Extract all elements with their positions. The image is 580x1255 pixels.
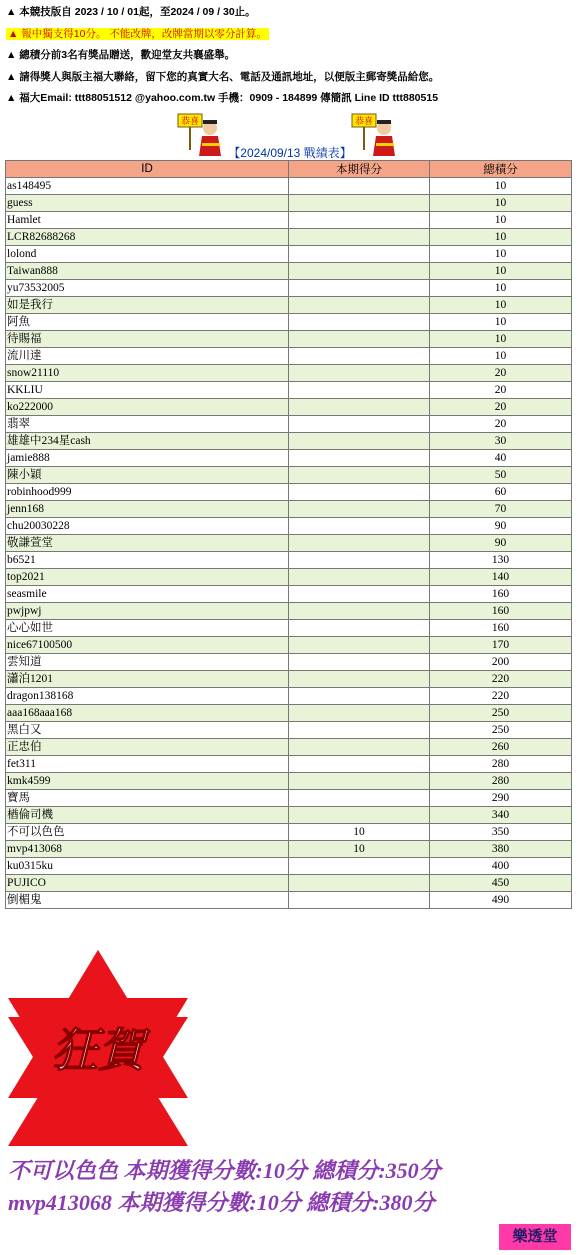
table-row [6, 416, 572, 433]
table-row [6, 892, 572, 909]
cell-id: 心心如世 [6, 620, 289, 637]
cell-total-score: 260 [430, 739, 572, 756]
column-header-total-score: 總積分 [430, 161, 572, 178]
cell-total-score: 450 [430, 875, 572, 892]
cell-id: snow21110 [6, 365, 289, 382]
table-row [6, 569, 572, 586]
cell-total-score: 10 [430, 229, 572, 246]
cell-total-score: 90 [430, 518, 572, 535]
table-row [6, 501, 572, 518]
cell-id: 翡翠 [6, 416, 289, 433]
cell-id: 流川達 [6, 348, 289, 365]
cell-id: 阿魚 [6, 314, 289, 331]
cell-id: ku0315ku [6, 858, 289, 875]
table-row [6, 433, 572, 450]
table-header-row [6, 161, 572, 178]
cell-period-score [289, 212, 430, 229]
cell-total-score: 90 [430, 535, 572, 552]
cell-total-score: 290 [430, 790, 572, 807]
cell-period-score [289, 178, 430, 195]
cell-total-score: 20 [430, 416, 572, 433]
cell-period-score [289, 586, 430, 603]
table-row [6, 246, 572, 263]
table-row [6, 331, 572, 348]
cell-period-score [289, 280, 430, 297]
congrats-line: mvp413068 本期獲得分數:10分 總積分:380分 [8, 1190, 435, 1215]
cell-total-score: 20 [430, 399, 572, 416]
cell-total-score: 160 [430, 620, 572, 637]
score-table [5, 160, 572, 909]
table-row [6, 586, 572, 603]
cell-period-score [289, 365, 430, 382]
cell-total-score: 380 [430, 841, 572, 858]
cell-period-score [289, 739, 430, 756]
cell-period-score [289, 382, 430, 399]
cell-id: fet311 [6, 756, 289, 773]
cell-period-score [289, 348, 430, 365]
cell-period-score [289, 858, 430, 875]
cell-total-score: 10 [430, 195, 572, 212]
cell-total-score: 10 [430, 348, 572, 365]
table-row [6, 603, 572, 620]
column-header-id: ID [6, 161, 289, 178]
column-header-period-score: 本期得分 [289, 161, 430, 178]
cell-id: aaa168aaa168 [6, 705, 289, 722]
cell-period-score [289, 790, 430, 807]
cell-id: kmk4599 [6, 773, 289, 790]
cell-total-score: 340 [430, 807, 572, 824]
cell-period-score [289, 552, 430, 569]
congrats-messages [8, 1155, 573, 1219]
cell-id: 寶馬 [6, 790, 289, 807]
cell-total-score: 350 [430, 824, 572, 841]
cell-period-score [289, 416, 430, 433]
cell-period-score [289, 501, 430, 518]
cell-total-score: 10 [430, 297, 572, 314]
cell-id: lolond [6, 246, 289, 263]
table-row [6, 807, 572, 824]
title-banner [0, 110, 580, 160]
cell-period-score [289, 637, 430, 654]
congrats-line: 不可以色色 本期獲得分數:10分 總積分:350分 [8, 1158, 441, 1183]
table-row [6, 620, 572, 637]
cell-period-score: 10 [289, 841, 430, 858]
cell-id: Taiwan888 [6, 263, 289, 280]
page-title: 【2024/09/13 戰績表】 [228, 146, 352, 160]
note-period: ▲ 本競技版自 2023 / 10 / 01起，至2024 / 09 / 30止。 [6, 6, 256, 18]
cell-total-score: 400 [430, 858, 572, 875]
cell-period-score [289, 620, 430, 637]
cell-period-score [289, 433, 430, 450]
table-row [6, 229, 572, 246]
table-row [6, 756, 572, 773]
cell-total-score: 10 [430, 331, 572, 348]
congrats-star-image [5, 948, 191, 1148]
cell-period-score [289, 603, 430, 620]
table-row [6, 637, 572, 654]
cell-period-score [289, 671, 430, 688]
table-row [6, 858, 572, 875]
table-row [6, 824, 572, 841]
cell-id: LCR82688268 [6, 229, 289, 246]
cell-period-score [289, 314, 430, 331]
cell-total-score: 10 [430, 314, 572, 331]
table-row [6, 365, 572, 382]
cell-total-score: 490 [430, 892, 572, 909]
cell-id: 黑白又 [6, 722, 289, 739]
cell-period-score [289, 535, 430, 552]
cell-period-score: 10 [289, 824, 430, 841]
mascot-sign-text: 恭喜 [180, 117, 200, 127]
cell-total-score: 160 [430, 586, 572, 603]
cell-id: nice67100500 [6, 637, 289, 654]
cell-id: b6521 [6, 552, 289, 569]
cell-id: as148495 [6, 178, 289, 195]
cell-total-score: 200 [430, 654, 572, 671]
svg-text:恭喜: 恭喜 [354, 117, 374, 127]
cell-total-score: 250 [430, 722, 572, 739]
cell-period-score [289, 892, 430, 909]
cell-id: 敬謙萱堂 [6, 535, 289, 552]
cell-id: top2021 [6, 569, 289, 586]
cell-period-score [289, 246, 430, 263]
cell-total-score: 280 [430, 756, 572, 773]
table-row [6, 178, 572, 195]
table-row [6, 314, 572, 331]
star-text: 狂賀 [52, 1023, 144, 1077]
cell-total-score: 70 [430, 501, 572, 518]
table-row [6, 280, 572, 297]
cell-total-score: 20 [430, 365, 572, 382]
table-row [6, 484, 572, 501]
cell-period-score [289, 569, 430, 586]
cell-total-score: 250 [430, 705, 572, 722]
table-row [6, 535, 572, 552]
cell-total-score: 130 [430, 552, 572, 569]
table-row [6, 722, 572, 739]
cell-id: 雄雄中234星cash [6, 433, 289, 450]
cell-id: pwjpwj [6, 603, 289, 620]
cell-period-score [289, 654, 430, 671]
cell-id: 陳小穎 [6, 467, 289, 484]
cell-id: 不可以色色 [6, 824, 289, 841]
cell-total-score: 30 [430, 433, 572, 450]
cell-period-score [289, 297, 430, 314]
cell-total-score: 140 [430, 569, 572, 586]
cell-total-score: 160 [430, 603, 572, 620]
table-row [6, 841, 572, 858]
cell-id: 如是我行 [6, 297, 289, 314]
cell-id: 正忠伯 [6, 739, 289, 756]
cell-period-score [289, 263, 430, 280]
cell-total-score: 10 [430, 246, 572, 263]
table-row [6, 297, 572, 314]
cell-period-score [289, 450, 430, 467]
table-row [6, 688, 572, 705]
cell-total-score: 10 [430, 178, 572, 195]
cell-period-score [289, 467, 430, 484]
cell-total-score: 10 [430, 263, 572, 280]
table-row [6, 518, 572, 535]
table-row [6, 212, 572, 229]
cell-period-score [289, 773, 430, 790]
table-row [6, 671, 572, 688]
note-contact-info: ▲ 福大Email: ttt88051512 @yahoo.com.tw 手機：0909 - 184899 傳簡訊 Line ID ttt880515 [6, 92, 439, 104]
table-row [6, 705, 572, 722]
table-row [6, 263, 572, 280]
note-contact-request: ▲ 請得獎人與版主福大聯絡，留下您的真實大名、電話及通訊地址，以便版主郵寄獎品給您。 [6, 70, 440, 83]
cell-period-score [289, 807, 430, 824]
cell-id: 雲知道 [6, 654, 289, 671]
cell-period-score [289, 705, 430, 722]
cell-id: seasmile [6, 586, 289, 603]
table-row [6, 195, 572, 212]
cell-period-score [289, 229, 430, 246]
table-row [6, 348, 572, 365]
cell-id: robinhood999 [6, 484, 289, 501]
cell-id: dragon138168 [6, 688, 289, 705]
cell-total-score: 20 [430, 382, 572, 399]
cell-id: Hamlet [6, 212, 289, 229]
cell-total-score: 220 [430, 671, 572, 688]
cell-id: ko222000 [6, 399, 289, 416]
cell-id: 倒楣鬼 [6, 892, 289, 909]
cell-id: 待賜福 [6, 331, 289, 348]
cell-id: mvp413068 [6, 841, 289, 858]
cell-total-score: 220 [430, 688, 572, 705]
cell-total-score: 10 [430, 280, 572, 297]
cell-id: 瀟泊1201 [6, 671, 289, 688]
table-row [6, 467, 572, 484]
cell-id: jamie888 [6, 450, 289, 467]
cell-period-score [289, 875, 430, 892]
cell-period-score [289, 484, 430, 501]
table-row [6, 790, 572, 807]
table-row [6, 654, 572, 671]
cell-period-score [289, 688, 430, 705]
note-prizes: ▲ 總積分前3名有獎品贈送，歡迎堂友共襄盛舉。 [6, 49, 236, 61]
table-row [6, 773, 572, 790]
cell-period-score [289, 518, 430, 535]
cell-period-score [289, 399, 430, 416]
table-row [6, 382, 572, 399]
cell-period-score [289, 722, 430, 739]
cell-total-score: 10 [430, 212, 572, 229]
table-row [6, 875, 572, 892]
cell-total-score: 50 [430, 467, 572, 484]
cell-period-score [289, 195, 430, 212]
cell-total-score: 280 [430, 773, 572, 790]
cell-id: PUJICO [6, 875, 289, 892]
cell-id: jenn168 [6, 501, 289, 518]
cell-id: guess [6, 195, 289, 212]
cell-id: 楢倫司機 [6, 807, 289, 824]
note-scoring: ▲ 報中獨支得10分。 不能改牌，改牌當期以零分計算。 [8, 27, 267, 40]
cell-id: yu73532005 [6, 280, 289, 297]
cell-id: KKLIU [6, 382, 289, 399]
cell-total-score: 60 [430, 484, 572, 501]
cell-period-score [289, 331, 430, 348]
table-row [6, 450, 572, 467]
rules-notes [6, 4, 576, 112]
cell-total-score: 170 [430, 637, 572, 654]
cell-period-score [289, 756, 430, 773]
site-logo[interactable]: 樂透堂 [499, 1224, 571, 1250]
cell-id: chu20030228 [6, 518, 289, 535]
table-row [6, 399, 572, 416]
cell-total-score: 40 [430, 450, 572, 467]
table-row [6, 739, 572, 756]
table-row [6, 552, 572, 569]
